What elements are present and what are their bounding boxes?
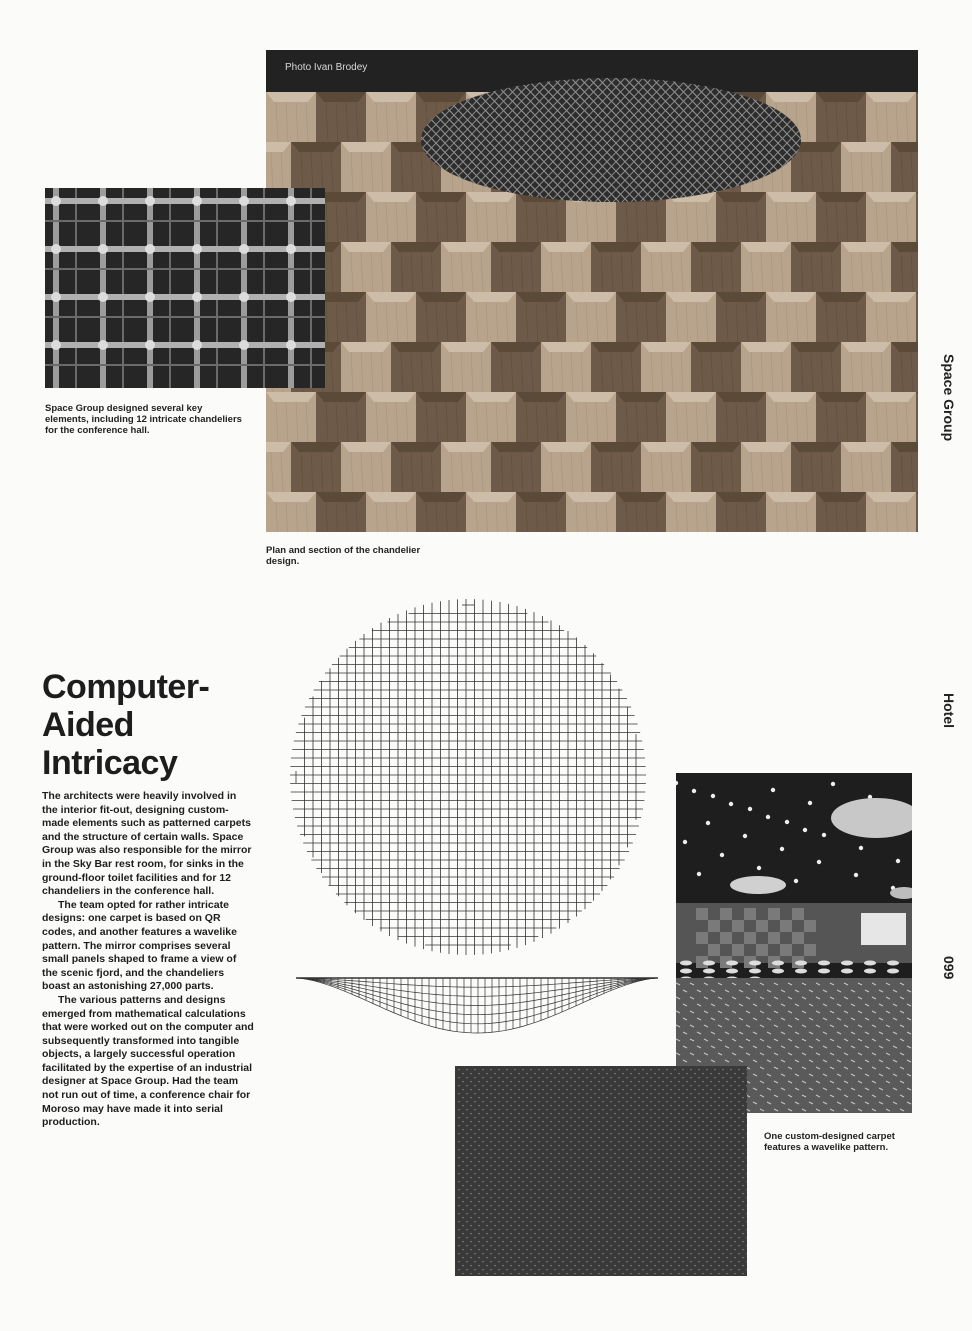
title-line-1: Computer- xyxy=(42,668,210,706)
caption-carpet: One custom-designed carpet features a wavelike pattern. xyxy=(764,1131,895,1153)
article-title xyxy=(42,668,262,782)
body-paragraph-1: The architects were heavily involved in the interior fit-out, designing custom-made elements such as patterned carpets and the structure of certain walls. Space Group was also responsible for the mirror in the Sky Bar rest room, for sinks in the ground-floor toilet facilities and for 12 chandeliers in the conference hall. xyxy=(42,790,252,898)
body-paragraph-2: The team opted for rather intricate designs: one carpet is based on QR codes, and another features a wavelike pattern. The mirror comprises several small panels shaped to frame a view of the scenic fjord, and the chandeliers boast an astonishing 27,000 parts. xyxy=(42,898,237,993)
title-line-3: Intricacy xyxy=(42,744,178,782)
photo-credit: Photo Ivan Brodey xyxy=(285,62,368,73)
carpet-swatch xyxy=(455,1066,747,1276)
article-body xyxy=(42,790,254,1130)
chandelier-closeup-image xyxy=(45,188,325,388)
running-head-section: Hotel xyxy=(941,693,957,728)
running-head-studio: Space Group xyxy=(941,354,957,442)
conference-hall-photo xyxy=(676,773,912,1113)
title-line-2: Aided xyxy=(42,706,134,744)
carpet-pattern-image xyxy=(455,1066,747,1276)
chandelier-plan-drawing xyxy=(285,595,655,955)
caption-plan: Plan and section of the chandelier design. xyxy=(266,545,421,567)
body-paragraph-3: The various patterns and designs emerged from mathematical calculations that were worked out on the computer and subsequently transformed into tangible objects, a largely successful operation facilitated by the expertise of an industrial designer at Space Group. Had the team not run out of time, a conference chair for Moroso may have made it into serial production. xyxy=(42,993,254,1129)
chandelier-closeup-photo xyxy=(45,188,325,388)
wood-wall-photo xyxy=(266,50,918,532)
page-number: 099 xyxy=(941,956,957,980)
caption-closeup: Space Group designed several key elements, including 12 intricate chandeliers for the conference hall. xyxy=(45,403,242,436)
chandelier-section-drawing xyxy=(296,970,658,1036)
conference-hall-image xyxy=(676,773,912,1113)
wood-wall-image xyxy=(266,50,918,532)
